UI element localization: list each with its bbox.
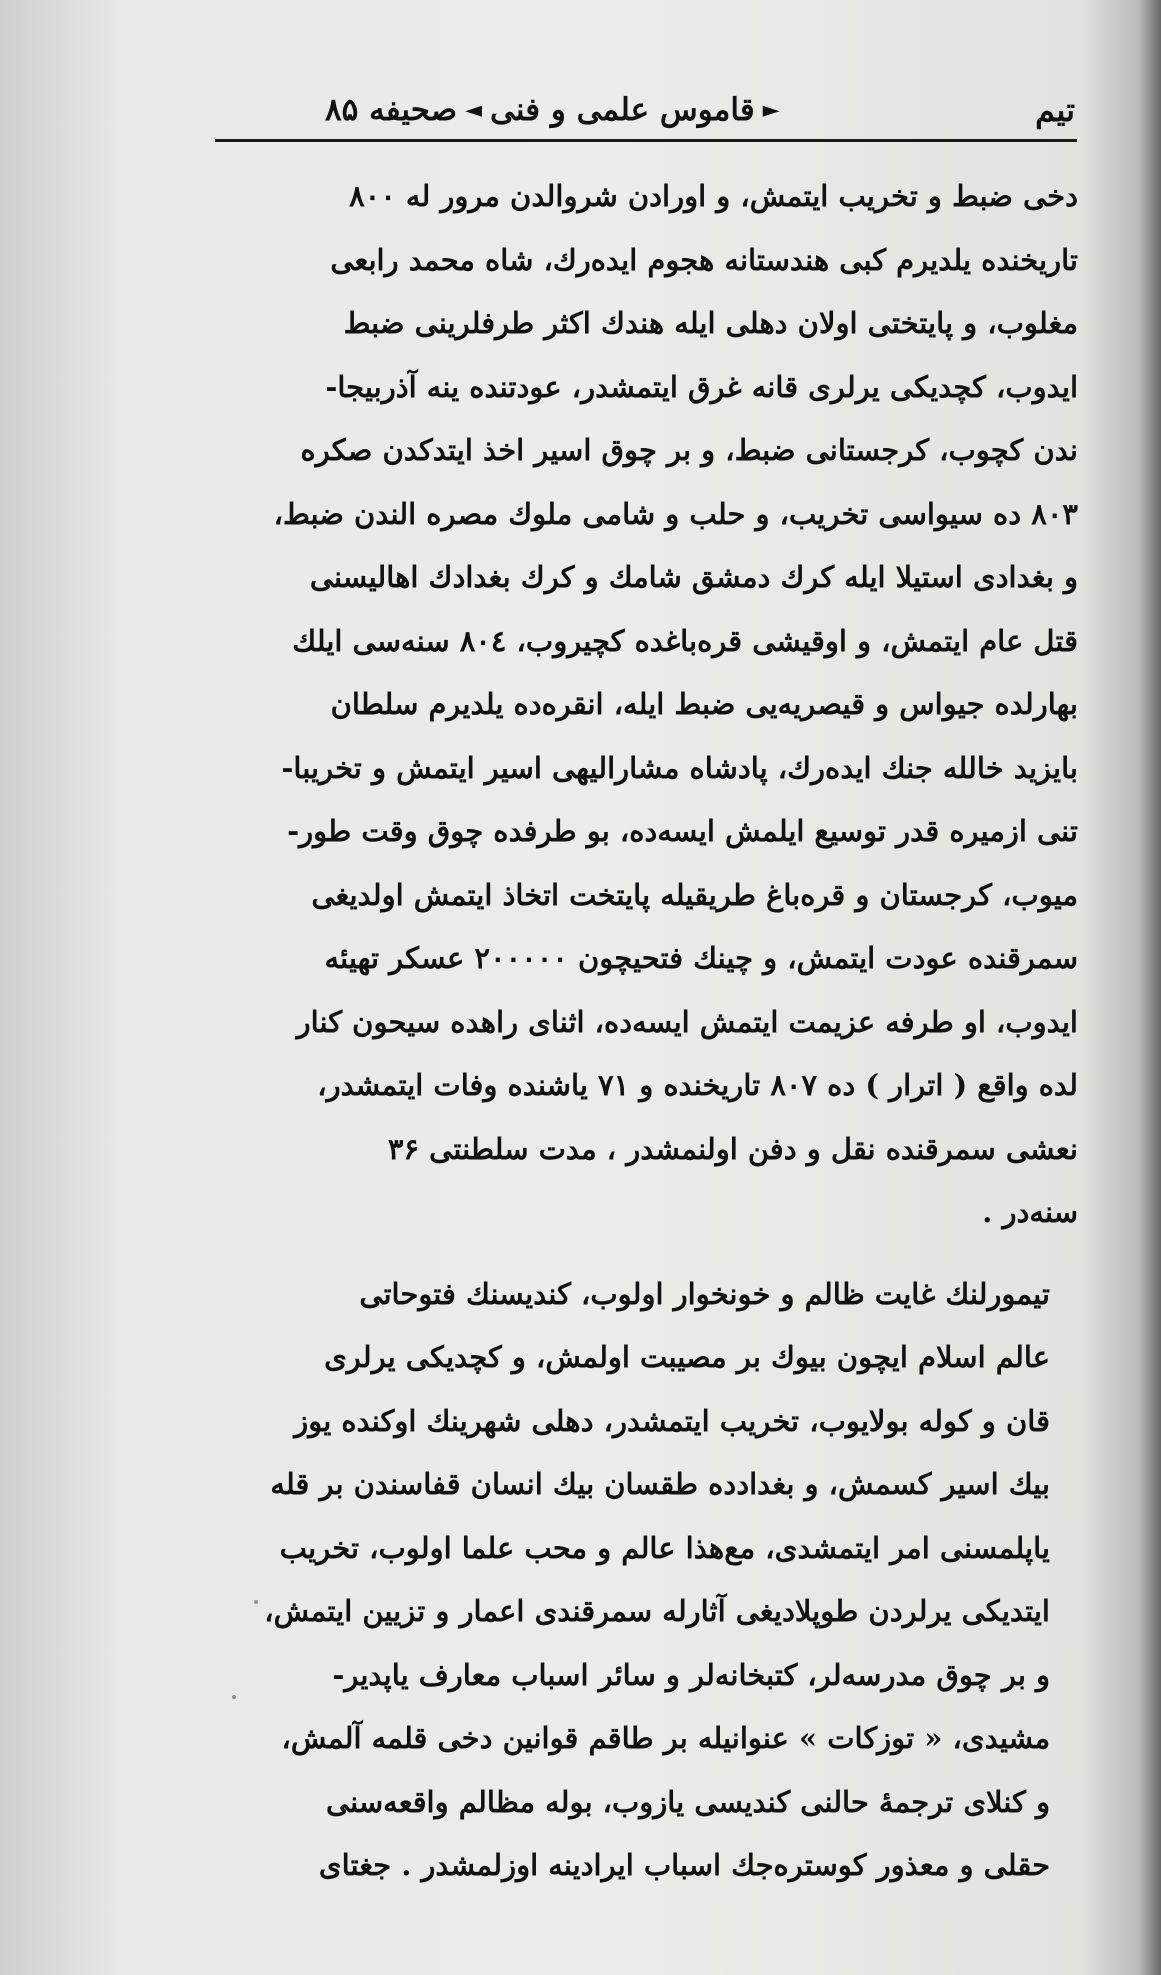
running-title: تیم [1035,91,1075,129]
ornament-left-icon: ◄ [465,97,483,123]
text-line: بایزید خالله جنك ایده‌رك، پادشاه مشارالیهی اسیر ایتمش و تخریبا- [281,750,1078,785]
text-line: تاریخنده یلدیرم کبی هندستانه هجوم ایده‌رك، شاه محمد رابعی [330,242,1078,277]
scan-speck [254,1600,258,1604]
text-line: سنه‌در . [982,1195,1078,1229]
work-title: قاموس علمی و فنی [490,92,755,128]
text-line: ایدوب، کچدیکی یرلری قانه غرق ایتمشدر، عودتنده ینه آذربیجا- [325,369,1078,404]
header-rule [215,139,1077,142]
text-line: حقلی و معذور کوستره‌جك اسباب ایرادینه اوزلمشدر . جغتای [318,1848,1050,1882]
ornament-right-icon: ► [762,97,780,123]
text-line: لده واقع ( اترار ) ده ۸۰۷ تاریخنده و ۷۱ یاشنده وفات ایتمشدر، [317,1068,1078,1102]
text-line: و بغدادی استیلا ایله کرك دمشق شامك و کرك بغدادك اهالیسنی [309,560,1078,594]
text-line: قان و کوله بولایوب، تخریب ایتمشدر، دهلی شهرینك اوکنده یوز [294,1403,1050,1438]
text-line: تنی ازمیره قدر توسیع ایلمش ایسه‌ده، بو طرفده چوق وقت طور- [287,814,1078,848]
text-line: ایتدیکی یرلردن طوپلادیغی آثارله سمرقندی اعمار و تزیین ایتمش، [264,1594,1050,1628]
text-line: قتل عام ایتمش، و اوقیشی قره‌باغده کچیروب، ۸۰٤ سنه‌سی ایلك [292,623,1078,658]
paragraph-1 [210,165,1078,1245]
text-line: و بر چوق مدرسه‌لر، کتبخانه‌لر و سائر اسباب معارف یاپدیر- [332,1657,1050,1692]
text-line: مشیدی، « توزکات » عنوانیله بر طاقم قوانین دخی قلمه آلمش، [281,1721,1050,1755]
paragraph-2 [210,1263,1078,1898]
spine-shadow [1139,0,1161,1975]
text-line: ۸۰۳ ده سیواسی تخریب، و حلب و شامی ملوك مصره الندن ضبط، [273,496,1078,531]
text-line: یاپلمسنی امر ایتمشدی، مع‌هذا عالم و محب علما اولوب، تخریب [279,1530,1050,1565]
text-line: عالم اسلام ایچون بیوك بر مصیبت اولمش، و کچدیکی یرلری [324,1340,1050,1374]
text-line: ندن کچوب، کرجستانی ضبط، و بر چوق اسیر اخذ ایتدکدن صکره [300,433,1078,467]
page-header [215,80,1075,140]
header-title-group [325,92,780,128]
text-line: نعشی سمرقنده نقل و دفن اولنمشدر ، مدت سلطنتی ۳۶ [387,1131,1078,1166]
text-line: بهارلده جیواس و قیصریه‌یی ضبط ایله، انقره‌ده یلدیرم سلطان [330,687,1078,721]
text-line: میوب، کرجستان و قره‌باغ طریقیله پایتخت اتخاذ ایتمش اولدیغی [311,877,1078,912]
scan-speck [232,1695,236,1699]
text-line: و کنلای ترجمهٔ حالنی کندیسی یازوب، بوله مظالم واقعه‌سنی [325,1784,1050,1819]
page-number: صحیفه ۸۵ [325,92,458,128]
text-line: ایدوب، او طرفه عزیمت ایتمش ایسه‌ده، اثنای راهده سیحون کنار [296,1004,1078,1039]
text-line: سمرقنده عودت ایتمش، و چینك فتحیچون ۲۰۰۰۰۰ عسکر تهیئه [324,941,1078,975]
body-text [210,165,1078,1898]
text-line: تیمورلنك غایت ظالم و خونخوار اولوب، کندیسنك فتوحاتی [359,1276,1050,1311]
text-line: مغلوب، و پایتختی اولان دهلی ایله هندك اکثر طرفلرینی ضبط [343,306,1078,340]
text-line: بیك اسیر کسمش، و بغدادده طقسان بیك انسان قفاسندن بر قله [270,1467,1050,1501]
text-line: دخی ضبط و تخریب ایتمش، و اورادن شروالدن مرور له ۸۰۰ [349,179,1078,213]
